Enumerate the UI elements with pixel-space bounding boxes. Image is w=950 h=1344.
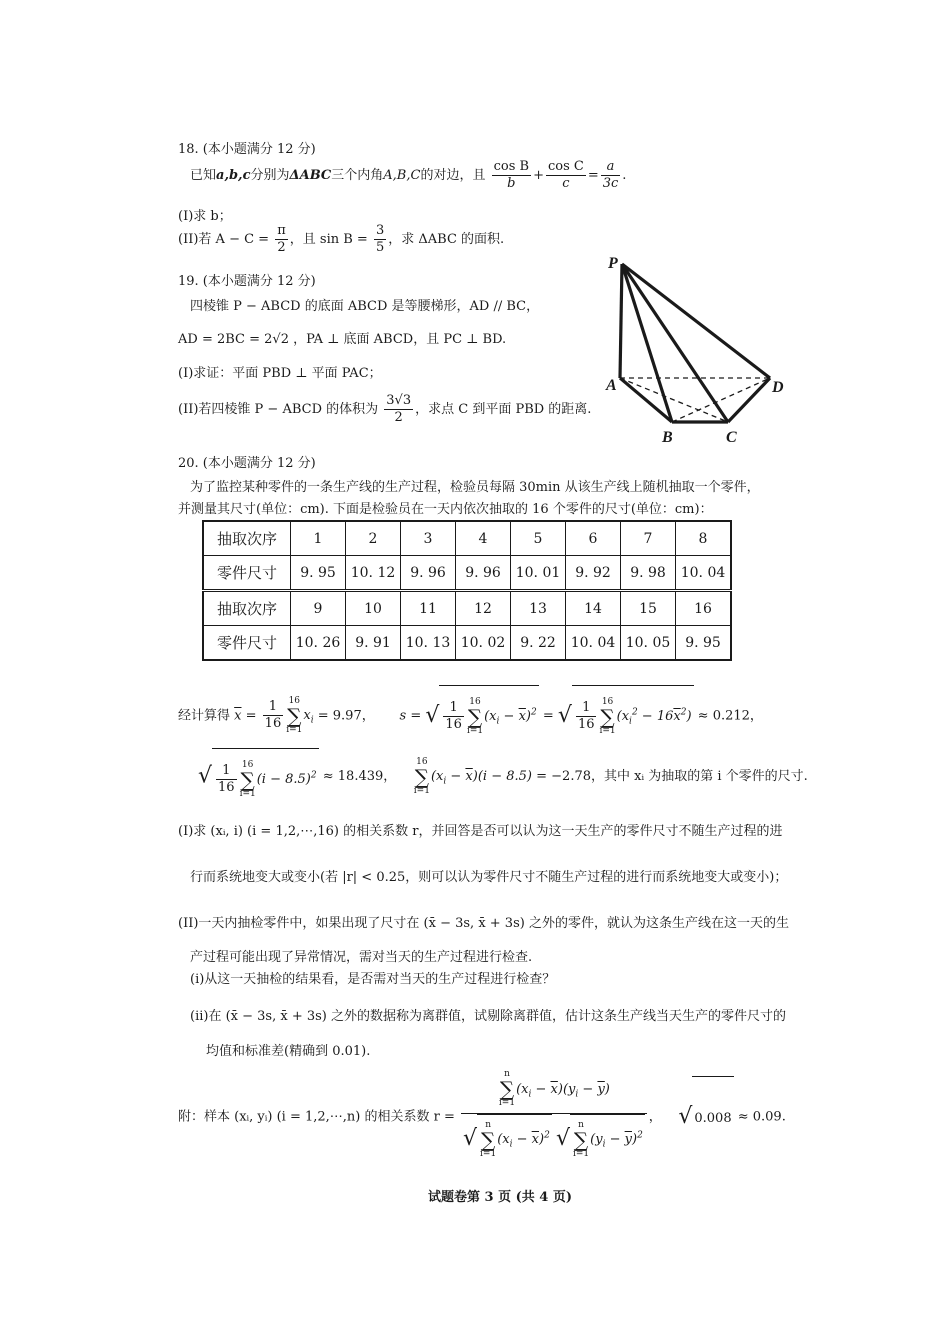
- table-cell: 1: [291, 521, 346, 556]
- table-row: [203, 521, 731, 556]
- q18-frac-cosb: [492, 159, 531, 192]
- q18-frac-a3c-num: a: [601, 159, 621, 176]
- q18-frac-a3c-den: 3c: [602, 176, 619, 191]
- sqrt-icon: √: [678, 1104, 693, 1130]
- sum-term: $(x_i - \overline{x})^2$: [497, 1131, 550, 1151]
- q18-part2-c: ，求 ΔABC 的面积.: [388, 232, 505, 247]
- sum-term: $(i - 8.5)^2$: [256, 771, 317, 788]
- q18-header: 18. (本小题满分 12 分): [178, 142, 316, 157]
- frac-1-16: [216, 763, 237, 796]
- table-cell: 9: [291, 591, 346, 626]
- q18-frac-35: [374, 223, 386, 256]
- sum-upper: n: [485, 1119, 491, 1130]
- sqrt-icon: √: [425, 702, 440, 728]
- frac-num: 1: [443, 700, 464, 717]
- sum-symbol: [467, 698, 483, 736]
- label-b: B: [662, 429, 673, 446]
- sum-term: $(x_i - \overline{x})(i - 8.5)$: [430, 769, 532, 787]
- table-cell: 11: [401, 591, 456, 626]
- sum-symbol: [480, 1121, 496, 1159]
- row-label-size: 零件尺寸: [203, 556, 291, 591]
- label-a: A: [606, 377, 617, 394]
- sum-symbol: [286, 697, 302, 735]
- q20-intro2: 并测量其尺寸(单位：cm). 下面是检验员在一天内依次抽取的 16 个零件的尺寸(单位：cm)：: [178, 502, 713, 517]
- label-d: D: [772, 379, 784, 396]
- q18-frac-pi2-den: 2: [277, 240, 286, 255]
- table-cell: 10. 26: [291, 626, 346, 661]
- mean-symbol: $\overline{x}$: [234, 708, 242, 724]
- table-cell: 9. 96: [401, 556, 456, 591]
- sum-upper: 16: [416, 756, 428, 767]
- table-cell: 10. 04: [676, 556, 732, 591]
- q20-part2-line2: 产过程可能出现了异常情况，需对当天的生产过程进行检查.: [190, 950, 533, 965]
- table-cell: 8: [676, 521, 732, 556]
- table-cell: 9. 91: [346, 626, 401, 661]
- table-cell: 12: [456, 591, 511, 626]
- sum-symbol: [240, 761, 256, 799]
- sum-lower: i=1: [286, 724, 303, 735]
- sum-symbol: [499, 1070, 515, 1108]
- edge-pb: [622, 264, 672, 422]
- sum-lower: i=1: [466, 725, 484, 736]
- table-cell: 10. 13: [401, 626, 456, 661]
- sum-symbol: [414, 758, 430, 796]
- sqrt-radicand: [212, 748, 319, 805]
- sigma-icon: ∑: [414, 764, 430, 789]
- frac-den: 16: [577, 717, 595, 733]
- edge-pc: [622, 264, 728, 422]
- sum-upper: 16: [288, 695, 301, 706]
- table-cell: 10. 12: [346, 556, 401, 591]
- q18-frac-35-num: 3: [375, 223, 385, 238]
- table-cell: 9. 95: [676, 626, 732, 661]
- frac-den: 16: [218, 780, 235, 796]
- q20-intro1: 为了监控某种零件的一条生产线的生产过程，检验员每隔 30min 从该生产线上随机抽取一个零件，: [190, 480, 760, 495]
- sigma-icon: ∑: [499, 1077, 515, 1101]
- sum-lower: i=1: [480, 1148, 497, 1159]
- table-cell: 14: [566, 591, 621, 626]
- sqrt-radicand: 0.008: [692, 1076, 733, 1159]
- q18-frac-cosc-num: cos C: [547, 159, 584, 174]
- sqrt-icon: √: [557, 702, 572, 728]
- correlation-numerator: [461, 1070, 647, 1114]
- table-row: [203, 626, 731, 661]
- sqrt-radicand: [570, 1114, 645, 1164]
- q20-part1-line1: (I)求 (xᵢ, i) (i = 1,2,⋯,16) 的相关系数 r，并回答是否可以认为这一天生产的零件尺寸不随生产过程的进: [178, 824, 783, 839]
- sqrt-icon: √: [198, 763, 213, 789]
- q18-part2-b: ，且 sin B =: [289, 232, 368, 247]
- table-row: [203, 556, 731, 591]
- sigma-icon: ∑: [480, 1127, 496, 1152]
- sum-term: $(x_i - \overline{x})^2$: [484, 708, 537, 727]
- sum-lower: i=1: [413, 785, 430, 796]
- table-cell: 9. 95: [291, 556, 346, 591]
- table-cell: 9. 92: [566, 556, 621, 591]
- table-cell: 9. 96: [456, 556, 511, 591]
- q18-stem-text-d: 的对边，且: [420, 168, 486, 183]
- q18-frac-cosb-num: cos B: [493, 159, 530, 174]
- q18-stem-abc: a,b,c: [216, 168, 251, 183]
- q18-frac-cosb-den: b: [507, 176, 516, 191]
- sum-upper: 16: [469, 696, 481, 707]
- sum-lower: i=1: [239, 788, 256, 799]
- frac-num: 1: [576, 700, 597, 717]
- table-cell: 2: [346, 521, 401, 556]
- stats-line-2: [198, 748, 808, 807]
- s-symbol: s: [399, 708, 407, 724]
- sum-term: $(x_i - \overline{x})(y_i - \overline{y})$: [516, 1081, 610, 1100]
- table-cell: 7: [621, 521, 676, 556]
- table-cell: 16: [676, 591, 732, 626]
- sigma-icon: ∑: [573, 1127, 589, 1152]
- sqrt-radicand: [477, 1114, 552, 1164]
- i-spread-value: ≈ 18.439，: [322, 769, 397, 785]
- page-footer: 试题卷第 3 页 (共 4 页): [428, 1190, 573, 1205]
- frac-num: 1: [263, 699, 284, 716]
- table-cell: 9. 22: [511, 626, 566, 661]
- q18-stem-angles: A,B,C: [383, 168, 421, 183]
- table-cell: 10: [346, 591, 401, 626]
- calc-label: 经计算得: [178, 708, 231, 724]
- q18-part1: (I)求 b；: [178, 209, 232, 224]
- sum-lower: i=1: [572, 1148, 590, 1159]
- sum-symbol: [599, 698, 615, 736]
- q18-part2: [178, 222, 504, 258]
- table-cell: 15: [621, 591, 676, 626]
- q18-stem-text-c: 三个内角: [331, 168, 384, 183]
- q19-part1: (I)求证：平面 PBD ⊥ 平面 PAC；: [178, 366, 382, 381]
- sum-upper: 16: [601, 696, 614, 707]
- table-cell: 10. 01: [511, 556, 566, 591]
- row-label-order: 抽取次序: [203, 521, 291, 556]
- q19-header: 19. (本小题满分 12 分): [178, 274, 316, 289]
- sum-lower: i=1: [498, 1098, 516, 1108]
- table-cell: 6: [566, 521, 621, 556]
- sum-term: $x_i$: [303, 708, 314, 727]
- edge-pd: [622, 264, 770, 378]
- q18-frac-cosc-den: c: [562, 176, 570, 191]
- sum-lower: i=1: [599, 725, 616, 736]
- frac-den: 16: [264, 716, 282, 732]
- table-cell: 10. 04: [566, 626, 621, 661]
- q19-part2-b: ，求点 C 到平面 PBD 的距离.: [415, 402, 592, 417]
- frac-den: 16: [445, 717, 462, 733]
- q18-frac-a3c: [601, 159, 621, 192]
- q18-stem-triangle: ΔABC: [289, 168, 332, 183]
- q19-frac-volume-den: 2: [394, 410, 403, 425]
- q18-frac-pi2: [275, 223, 288, 256]
- sigma-icon: ∑: [467, 704, 483, 729]
- sum-term: $(y_i - \overline{y})^2$: [590, 1131, 643, 1151]
- sigma-icon: ∑: [600, 704, 615, 729]
- stats-line-1: 经计算得 $\overline{x}$ = $\frac{1}{16}$ 16 ∑ $i=1x_i = 9.97$， s = √ $\frac{1}{16}$ 16 ∑ $i=1(x_i - \overline{x})^2$ = √ $\frac{1}{16}$ 16 ∑ $i=1(x_i^2 - 16\overline{x}^2) \approx 0.212$，: [178, 685, 763, 747]
- diag-bd-hidden: [672, 378, 770, 422]
- q19-line2: AD = 2BC = 2√2 ，PA ⊥ 底面 ABCD，且 PC ⊥ BD.: [178, 332, 507, 347]
- edge-pa: [620, 264, 622, 378]
- q19-frac-volume: [384, 393, 413, 426]
- s-value: ≈ 0.212，: [697, 708, 763, 724]
- table-cell: 5: [511, 521, 566, 556]
- q18-frac-35-den: 5: [375, 240, 385, 255]
- row-label-size: 零件尺寸: [203, 626, 291, 661]
- q19-line1: 四棱锥 P − ABCD 的底面 ABCD 是等腰梯形，AD // BC，: [190, 299, 540, 314]
- q18-stem-text-b: 分别为: [250, 168, 290, 183]
- pyramid-figure: [600, 250, 800, 450]
- sqrt-icon: √: [463, 1126, 478, 1152]
- table-cell: 13: [511, 591, 566, 626]
- table-row: [203, 591, 731, 626]
- table-cell: 4: [456, 521, 511, 556]
- sum-symbol: [573, 1121, 589, 1159]
- appendix-comma: ，: [648, 1109, 662, 1125]
- q18-stem: 已知a,b,c分别为ΔABC三个内角A,B,C的对边，且 $\frac{\text{cos B}}{b}$ + $\frac{\text{cos C}}{c}$ = $\frac{a}{3c}$ .: [190, 159, 627, 191]
- table-cell: 10. 05: [621, 626, 676, 661]
- row-label-order: 抽取次序: [203, 591, 291, 626]
- sample-table: [202, 520, 732, 661]
- q20-part1-line2: 行而系统地变大或变小(若 |r| < 0.25，则可以认为零件尺寸不随生产过程的进行而系统地变大或变小)；: [190, 870, 788, 885]
- sum-upper: n: [504, 1069, 510, 1079]
- q18-frac-cosc: [546, 159, 586, 192]
- sigma-icon: ∑: [287, 703, 302, 728]
- q18-part2-a: (II)若 A − C =: [178, 232, 270, 247]
- frac-1-16: [443, 700, 464, 733]
- sqrt-radicand: [439, 685, 538, 747]
- q20-part2-ii-line2: 均值和标准差(精确到 0.01).: [206, 1044, 371, 1059]
- sqrt-icon: √: [555, 1126, 570, 1152]
- q20-part2-line1: (II)一天内抽检零件中，如果出现了尺寸在 (x̄ − 3s, x̄ + 3s) 之外的零件，就认为这条生产线在这一天的生: [178, 916, 789, 931]
- appendix-text: 附：样本 (xᵢ, yᵢ) (i = 1,2,⋯,n) 的相关系数 r =: [178, 1109, 455, 1125]
- q19-frac-volume-num: 3√3: [386, 393, 412, 408]
- frac-num: 1: [216, 763, 237, 780]
- q18-stem-text-a: 已知: [190, 168, 217, 183]
- q19-part2: [178, 390, 591, 430]
- table-cell: 9. 98: [621, 556, 676, 591]
- sum-upper: n: [578, 1119, 584, 1130]
- frac-1-16: [263, 699, 284, 732]
- sum-term: $(x_i^2 - 16\overline{x}^2)$: [616, 708, 692, 727]
- appendix-formula: [178, 1070, 786, 1164]
- q20-part2-ii-line1: (ii)在 (x̄ − 3s, x̄ + 3s) 之外的数据称为离群值，试剔除离群值，估计这条生产线当天生产的零件尺寸的: [190, 1009, 786, 1024]
- sqrt-radicand: [572, 685, 694, 747]
- sqrt-value: ≈ 0.09.: [737, 1109, 786, 1125]
- covariance-value: = −2.78，其中 xᵢ 为抽取的第 i 个零件的尺寸.: [536, 769, 808, 785]
- q20-header: 20. (本小题满分 12 分): [178, 456, 316, 471]
- edge-cd: [728, 378, 770, 422]
- q20-part2-i: (i)从这一天抽检的结果看，是否需对当天的生产过程进行检查？: [190, 972, 556, 987]
- q19-part2-a: (II)若四棱锥 P − ABCD 的体积为: [178, 402, 379, 417]
- label-p: P: [608, 255, 618, 272]
- sum-upper: 16: [241, 759, 254, 770]
- sigma-icon: ∑: [240, 767, 255, 792]
- mean-value: = 9.97，: [317, 708, 375, 724]
- table-cell: 10. 02: [456, 626, 511, 661]
- q18-frac-pi2-num: π: [277, 223, 286, 238]
- correlation-denominator: [461, 1114, 647, 1164]
- frac-1-16: [576, 700, 597, 733]
- label-c: C: [726, 429, 737, 446]
- correlation-fraction: [461, 1070, 647, 1164]
- table-cell: 3: [401, 521, 456, 556]
